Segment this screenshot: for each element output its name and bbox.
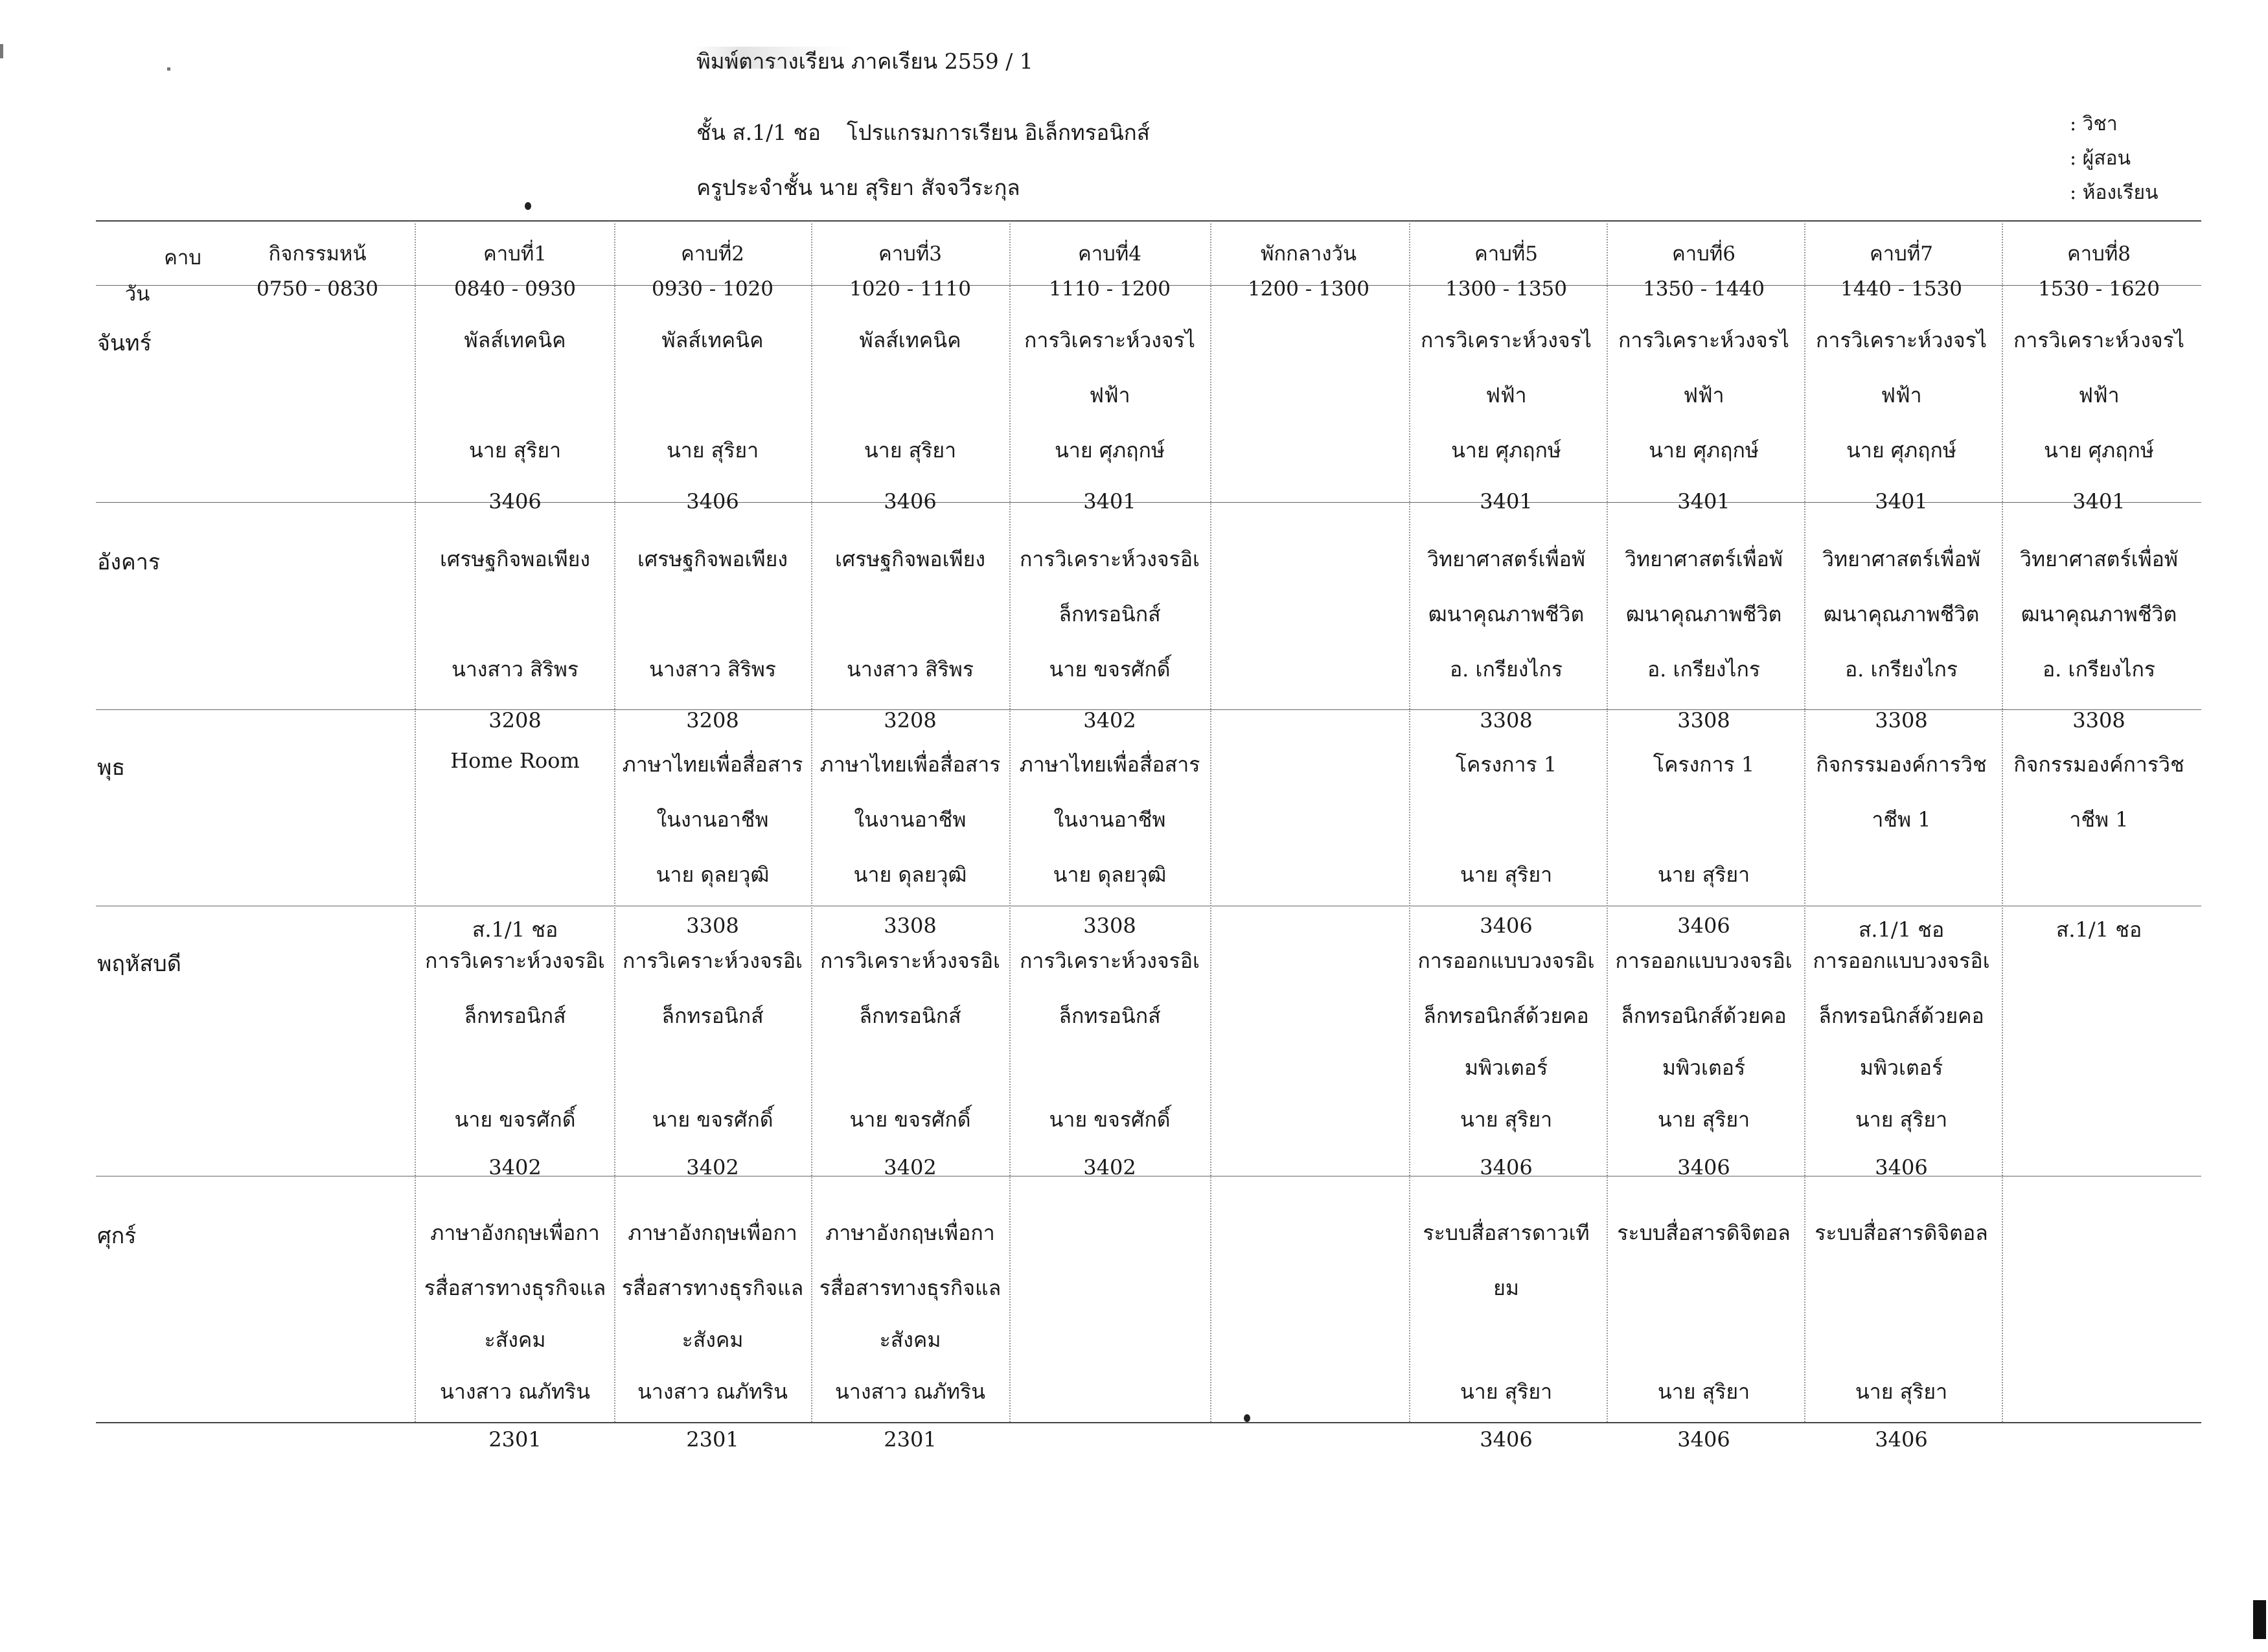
timetable-cell-line: การวิเคราะห์วงจรอิเ [425,948,605,973]
timetable-cell-line: นาย ขจรศักดิ์ [652,1107,773,1132]
timetable-cell-line: นาย สุริยา [1855,1379,1948,1404]
timetable-cell-line: ฒนาคุณภาพชีวิต [1625,602,1782,626]
column-divider [1607,224,1608,1422]
timetable-cell-line: ะสังคม [879,1327,941,1352]
timetable-cell-line: นาย สุริยา [1657,862,1750,887]
timetable-cell-line: 3401 [1875,489,1928,514]
column-header-time: 0750 - 0830 [257,277,378,301]
timetable-cell-line: นางสาว ณภัทริน [439,1379,591,1404]
corner-day-label: วัน [124,282,150,306]
timetable-cell-line: 3406 [1480,913,1533,938]
column-divider [1409,224,1410,1422]
timetable-cell-line: ฟฟ้า [1089,383,1130,407]
timetable-cell-line: 3406 [1875,1155,1928,1180]
column-header-label: คาบที่8 [2067,242,2131,266]
timetable-cell-line: ล็กทรอนิกส์ [1059,602,1161,626]
timetable-cell-line: ฟฟ้า [1881,383,1922,407]
day-label: ศุกร์ [97,1223,137,1249]
timetable-cell-line: 2301 [488,1427,542,1452]
column-divider [2002,224,2003,1422]
timetable-cell-line: 3406 [1480,1155,1533,1180]
column-divider [1009,224,1011,1422]
column-header-label: กิจกรรมหน้ [268,242,367,266]
timetable-cell-line: 2301 [884,1427,937,1452]
timetable-cell-line: 3401 [1677,489,1730,514]
class-label: ชั้น ส.1/1 ชอ [696,120,821,145]
timetable-cell-line: อ. เกรียงไกร [1647,657,1761,682]
timetable-cell-line: 3208 [884,708,937,733]
timetable-cell-line: นาย ขจรศักดิ์ [454,1107,576,1132]
timetable-cell-line: นาย สุริยา [1460,862,1553,887]
timetable-cell-line: วิทยาศาสตร์เพื่อพั [1822,547,1980,571]
timetable-cell-line: พัลส์เทคนิค [464,328,566,352]
column-divider [1210,224,1211,1422]
timetable-cell-line: ล็กทรอนิกส์ [859,1004,961,1028]
timetable-cell-line: 3308 [1875,708,1928,733]
scan-speck [525,202,531,210]
column-header-label: คาบที่2 [681,242,744,266]
timetable-cell-line: การวิเคราะห์วงจรไ [2013,328,2184,352]
timetable-cell-line: ระบบสื่อสารดิจิตอล [1815,1221,1988,1245]
timetable-cell-line: 3402 [488,1155,542,1180]
timetable-cell-line: อ. เกรียงไกร [1844,657,1958,682]
timetable-cell-line: นาย สุริยา [666,438,759,463]
timetable-cell-line: 3401 [1480,489,1533,514]
page-title: พิมพ์ตารางเรียน ภาคเรียน 2559 / 1 [696,49,1033,74]
timetable-cell-line: 3406 [488,489,542,514]
timetable-cell-line: พัลส์เทคนิค [661,328,764,352]
timetable-cell-line: ฟฟ้า [1683,383,1724,407]
timetable-cell-line: รสื่อสารทางธุรกิจแล [621,1276,804,1300]
timetable-cell-line: ภาษาอังกฤษเพื่อกา [430,1221,600,1245]
timetable-cell-line: 3406 [686,489,739,514]
timetable-cell-line: การวิเคราะห์วงจรไ [1024,328,1195,352]
column-header-label: พักกลางวัน [1260,242,1357,266]
timetable-cell-line: เศรษฐกิจพอเพียง [637,547,788,571]
timetable-cell-line: นาย สุริยา [1657,1107,1750,1132]
timetable-cell-line: อ. เกรียงไกร [2042,657,2156,682]
timetable-cell-line: ะสังคม [682,1327,744,1352]
column-header-time: 1530 - 1620 [2038,277,2160,301]
program-label: โปรแกรมการเรียน อิเล็กทรอนิกส์ [846,120,1150,145]
timetable-cell-line: การออกแบบวงจรอิเ [1417,948,1595,973]
timetable-cell-line: นาย ดุลยวุฒิ [656,862,770,887]
timetable-cell-line: วิทยาศาสตร์เพื่อพั [1625,547,1783,571]
timetable-cell-line: ภาษาไทยเพื่อสื่อสาร [622,752,803,777]
timetable-cell-line: ในงานอาชีพ [854,807,967,832]
timetable-cell-line: รสื่อสารทางธุรกิจแล [424,1276,606,1300]
column-header-time: 1350 - 1440 [1643,277,1765,301]
timetable-cell-line: 2301 [686,1427,739,1452]
timetable-cell-line: ล็กทรอนิกส์ด้วยคอ [1621,1004,1787,1028]
timetable-cell-line: นาย ศุภฤกษ์ [1450,438,1562,463]
timetable-cell-line: นาย สุริยา [1657,1379,1750,1404]
timetable-cell-line: การวิเคราะห์วงจรอิเ [1020,547,1200,571]
timetable-cell-line: ฟฟ้า [2078,383,2120,407]
column-header-label: คาบที่6 [1672,242,1735,266]
table-rule [96,220,2201,222]
column-header-time: 1200 - 1300 [1248,277,1369,301]
timetable-cell-line: าชีพ 1 [2069,807,2129,832]
timetable-cell-line: การออกแบบวงจรอิเ [1813,948,1990,973]
timetable-cell-line: เศรษฐกิจพอเพียง [439,547,591,571]
column-header-time: 1300 - 1350 [1445,277,1567,301]
column-header-label: คาบที่3 [878,242,942,266]
timetable-cell-line: ภาษาไทยเพื่อสื่อสาร [1019,752,1200,777]
column-header-time: 1110 - 1200 [1049,277,1171,301]
timetable-cell-line: 3308 [2072,708,2125,733]
timetable-cell-line: ล็กทรอนิกส์ [464,1004,566,1028]
timetable-cell-line: นาย ขจรศักดิ์ [1049,657,1171,682]
timetable-cell-line: Home Room [450,748,580,773]
timetable-cell-line: ระบบสื่อสารดิจิตอล [1617,1221,1791,1245]
timetable-cell-line: นาย สุริยา [1855,1107,1948,1132]
timetable-cell-line: นาย ศุภฤกษ์ [1648,438,1759,463]
timetable-cell-line: 3406 [1677,1155,1730,1180]
timetable-cell-line: นางสาว ณภัทริน [637,1379,788,1404]
timetable-cell-line: นาย ดุลยวุฒิ [853,862,967,887]
timetable-cell-line: นาย สุริยา [864,438,957,463]
timetable-cell-line: ฟฟ้า [1485,383,1527,407]
timetable-cell-line: าชีพ 1 [1872,807,1931,832]
timetable-cell-line: วิทยาศาสตร์เพื่อพั [2020,547,2178,571]
timetable-cell-line: การออกแบบวงจรอิเ [1615,948,1793,973]
column-divider [614,224,615,1422]
column-divider [811,224,812,1422]
timetable-cell-line: 3406 [1677,1427,1730,1452]
column-header-label: คาบที่7 [1870,242,1933,266]
timetable-cell-line: กิจกรรมองค์การวิช [1816,752,1987,777]
timetable-cell-line: 3402 [686,1155,739,1180]
timetable-cell-line: 3402 [1083,1155,1136,1180]
day-label: จันทร์ [97,330,152,356]
timetable-cell-line: ระบบสื่อสารดาวเที [1423,1221,1590,1245]
day-label: พุธ [97,755,126,781]
scan-speck [167,67,170,71]
legend-room: : ห้องเรียน [2070,181,2159,204]
timetable-cell-line: การวิเคราะห์วงจรไ [1421,328,1592,352]
timetable-cell-line: ส.1/1 ชอ [2056,917,2142,942]
timetable-cell-line: 3208 [686,708,739,733]
column-header-time: 1440 - 1530 [1840,277,1962,301]
timetable-cell-line: 3308 [686,913,739,938]
timetable-cell-line: 3308 [1677,708,1730,733]
day-label: พฤหัสบดี [97,951,181,977]
timetable-cell-line: นาย ศุภฤกษ์ [2043,438,2155,463]
timetable-cell-line: นาย ศุภฤกษ์ [1846,438,1957,463]
timetable-cell-line: 3308 [1480,708,1533,733]
timetable-cell-line: ฒนาคุณภาพชีวิต [2021,602,2177,626]
timetable-cell-line: นาย ศุภฤกษ์ [1054,438,1165,463]
timetable-cell-line: มพิวเตอร์ [1859,1055,1943,1080]
timetable-cell-line: ส.1/1 ชอ [1858,917,1945,942]
timetable-cell-line: 3308 [1083,913,1136,938]
timetable-cell-line: ฒนาคุณภาพชีวิต [1823,602,1980,626]
timetable-cell-line: 3406 [1480,1427,1533,1452]
timetable-cell-line: 3208 [488,708,542,733]
timetable-cell-line: ล็กทรอนิกส์ [1059,1004,1161,1028]
column-header-time: 0840 - 0930 [454,277,576,301]
homeroom-teacher: ครูประจำชั้น นาย สุริยา สัจจวีระกุล [696,175,1020,200]
timetable-cell-line: ะสังคม [484,1327,546,1352]
timetable-cell-line: 3402 [884,1155,937,1180]
table-rule [96,1422,2201,1423]
timetable-cell-line: ยม [1493,1276,1519,1300]
timetable-cell-line: โครงการ 1 [1455,752,1557,777]
timetable-cell-line: 3402 [1083,708,1136,733]
timetable-cell-line: 3401 [2072,489,2125,514]
timetable-cell-line: การวิเคราะห์วงจรไ [1618,328,1789,352]
scan-speck [0,44,3,58]
timetable-cell-line: การวิเคราะห์วงจรอิเ [623,948,803,973]
timetable-cell-line: การวิเคราะห์วงจรอิเ [1020,948,1200,973]
timetable-cell-line: นาย ขจรศักดิ์ [1049,1107,1171,1132]
column-header-time: 1020 - 1110 [849,277,971,301]
timetable-cell-line: 3406 [1677,913,1730,938]
scan-speck [1244,1414,1250,1422]
timetable-cell-line: 3406 [884,489,937,514]
legend-teacher: : ผู้สอน [2070,147,2131,170]
timetable-cell-line: ในงานอาชีพ [1053,807,1166,832]
timetable-cell-line: รสื่อสารทางธุรกิจแล [819,1276,1002,1300]
timetable-cell-line: นางสาว สิริพร [451,657,579,682]
column-divider [1804,224,1805,1422]
day-label: อังคาร [97,549,161,575]
timetable-cell-line: นาย สุริยา [1460,1379,1553,1404]
timetable-cell-line: นางสาว สิริพร [648,657,777,682]
timetable-cell-line: ส.1/1 ชอ [472,917,558,942]
corner-period-label: คาบ [164,246,201,270]
scan-edge-mark [2253,1600,2266,1639]
timetable-cell-line: โครงการ 1 [1653,752,1755,777]
timetable-cell-line: เศรษฐกิจพอเพียง [834,547,986,571]
timetable-cell-line: ล็กทรอนิกส์ [661,1004,764,1028]
timetable-cell-line: ฒนาคุณภาพชีวิต [1428,602,1585,626]
timetable-cell-line: กิจกรรมองค์การวิช [2013,752,2184,777]
timetable-cell-line: นาย สุริยา [1460,1107,1553,1132]
timetable-cell-line: นางสาว สิริพร [846,657,974,682]
timetable-cell-line: 3401 [1083,489,1136,514]
timetable-cell-line: มพิวเตอร์ [1662,1055,1746,1080]
timetable-cell-line: 3308 [884,913,937,938]
timetable-cell-line: ภาษาไทยเพื่อสื่อสาร [819,752,1001,777]
timetable-cell-line: การวิเคราะห์วงจรไ [1816,328,1987,352]
column-header-time: 0930 - 1020 [652,277,773,301]
timetable-cell-line: ล็กทรอนิกส์ด้วยคอ [1818,1004,1984,1028]
timetable-cell-line: นาย ดุลยวุฒิ [1053,862,1167,887]
class-program-line [696,115,1150,150]
column-divider [415,224,416,1422]
timetable-cell-line: 3406 [1875,1427,1928,1452]
timetable-cell-line: ภาษาอังกฤษเพื่อกา [825,1221,995,1245]
timetable-cell-line: การวิเคราะห์วงจรอิเ [820,948,1000,973]
timetable-cell-line: พัลส์เทคนิค [859,328,961,352]
timetable-cell-line: นาย สุริยา [468,438,562,463]
column-header-label: คาบที่1 [483,242,547,266]
timetable-cell-line: ล็กทรอนิกส์ด้วยคอ [1423,1004,1589,1028]
column-header-label: คาบที่4 [1078,242,1141,266]
timetable-cell-line: นางสาว ณภัทริน [834,1379,986,1404]
timetable-cell-line: มพิวเตอร์ [1464,1055,1548,1080]
legend-subject: : วิชา [2070,113,2118,135]
timetable-cell-line: นาย ขจรศักดิ์ [849,1107,971,1132]
timetable-cell-line: ภาษาอังกฤษเพื่อกา [628,1221,797,1245]
timetable-cell-line: วิทยาศาสตร์เพื่อพั [1427,547,1585,571]
timetable-cell-line: อ. เกรียงไกร [1449,657,1563,682]
column-header-label: คาบที่5 [1474,242,1538,266]
timetable-cell-line: ในงานอาชีพ [656,807,769,832]
